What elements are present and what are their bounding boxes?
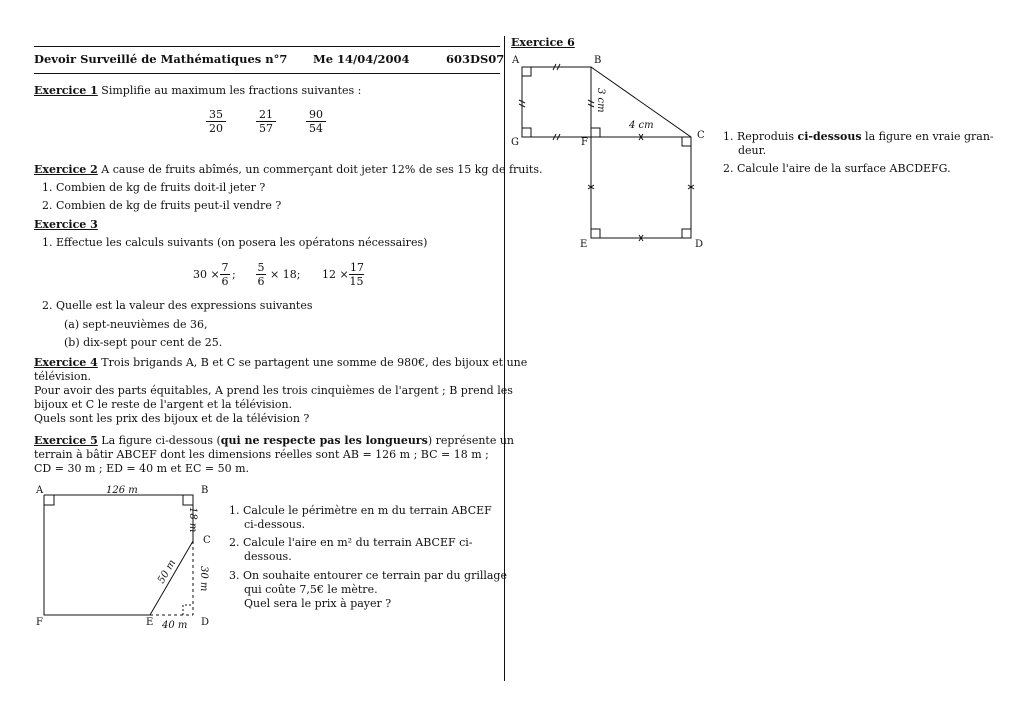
- ex6-question-2: 2. Calcule l'aire de la surface ABCDEFG.: [723, 162, 951, 175]
- square-agfb: [522, 67, 591, 137]
- ex6-figure: [515, 55, 705, 245]
- ex6-label-g: G: [511, 137, 519, 148]
- ex3-calc2-right: × 18;: [270, 268, 301, 281]
- ex3-calc2-fraction: [256, 261, 266, 288]
- ex2-question-1: 1. Combien de kg de fruits doit-il jeter ?: [42, 181, 266, 194]
- fraction-numerator: 5: [257, 261, 265, 274]
- ex5-label-c: C: [203, 535, 211, 546]
- ex5-line-2: terrain à bâtir ABCEF dont les dimensions réelles sont AB = 126 m ; BC = 18 m ;: [34, 448, 489, 461]
- ex6-label-d: D: [695, 239, 704, 250]
- ex5-length-cd: 30 m: [198, 566, 209, 592]
- ex4-line-1: [34, 356, 527, 370]
- ex2-question-2: 2. Combien de kg de fruits peut-il vendre ?: [42, 199, 282, 212]
- tick-marks-double: [519, 64, 594, 140]
- ex5-question-3c: Quel sera le prix à payer ?: [244, 597, 392, 610]
- ex5-title: Exercice 5: [34, 434, 98, 447]
- right-angle-f: [591, 128, 600, 137]
- fraction-denominator: 20: [209, 122, 223, 135]
- ex3-title: Exercice 3: [34, 218, 98, 231]
- ex5-label-a: A: [36, 485, 44, 496]
- ex6-label-f: F: [581, 137, 588, 148]
- ex1-title: Exercice 1: [34, 84, 98, 97]
- ex6-label-a: A: [512, 55, 520, 66]
- right-angle-c: [682, 137, 691, 146]
- ex1-fraction-2: [256, 108, 276, 135]
- right-angle-a: [44, 495, 54, 505]
- fraction-numerator: 21: [256, 108, 276, 122]
- ex4-line-4: bijoux et C le reste de l'argent et la télévision.: [34, 398, 293, 411]
- ex3-calc1-fraction: [220, 261, 230, 288]
- fraction-numerator: 7: [221, 261, 229, 274]
- ex4-line-3: Pour avoir des parts équitables, A prend les trois cinquièmes de l'argent ; B prend les: [34, 384, 513, 397]
- ex5-question-3b: qui coûte 7,5€ le mètre.: [244, 583, 378, 596]
- ex6-length-bf: 3 cm: [595, 88, 606, 113]
- ex3-question-2b: (b) dix-sept pour cent de 25.: [64, 336, 223, 349]
- ex5-text-1b: qui ne respecte pas les longueurs: [220, 434, 428, 447]
- ex3-question-1: 1. Effectue les calculs suivants (on posera les opératons nécessaires): [42, 236, 428, 249]
- right-angle-b: [183, 495, 193, 505]
- ex1-fraction-1: [206, 108, 226, 135]
- ex3-calc1-left: 30 ×: [193, 268, 220, 281]
- ex6-q1-part-c: la figure en vraie gran-: [865, 130, 994, 143]
- ex6-question-1-cont: deur.: [738, 144, 767, 157]
- tick-marks-cross: [588, 134, 694, 241]
- fraction-denominator: 6: [221, 275, 229, 288]
- ex1-statement: [34, 84, 361, 98]
- ex5-length-ec: 50 m: [156, 558, 179, 586]
- exam-date: Me 14/04/2004: [313, 52, 410, 66]
- ex5-length-bc: 18 m: [187, 507, 198, 533]
- ex6-q1-part-b: ci-dessous: [797, 130, 862, 143]
- right-angle-d: [682, 229, 691, 238]
- ex5-label-b: B: [201, 485, 209, 496]
- ex5-line-1: [34, 434, 514, 448]
- ex2-title: Exercice 2: [34, 163, 98, 176]
- ex4-line-2: télévision.: [34, 370, 92, 383]
- ex4-text-1: Trois brigands A, B et C se partagent une somme de 980€, des bijoux et une: [101, 356, 528, 369]
- ex6-title: Exercice 6: [511, 36, 575, 49]
- ex5-question-2b: dessous.: [244, 550, 292, 563]
- ex3-calc3-left: 12 ×: [322, 268, 349, 281]
- ex5-label-f: F: [36, 617, 43, 628]
- ex5-length-ed: 40 m: [162, 620, 188, 631]
- page-header: [34, 46, 505, 74]
- ex6-length-fc: 4 cm: [629, 120, 654, 131]
- ex1-text: Simplifie au maximum les fractions suivantes :: [101, 84, 362, 97]
- fraction-denominator: 15: [349, 275, 364, 288]
- ex5-question-2a: 2. Calcule l'aire en m² du terrain ABCEF ci-: [229, 536, 473, 549]
- right-angle-d: [183, 605, 193, 615]
- page-title: Devoir Surveillé de Mathématiques n°7: [34, 52, 288, 66]
- ex4-title: Exercice 4: [34, 356, 98, 369]
- figure-outline: [522, 67, 691, 238]
- ex3-question-2: 2. Quelle est la valeur des expressions suivantes: [42, 299, 313, 312]
- fraction-numerator: 90: [306, 108, 326, 122]
- fraction-numerator: 35: [206, 108, 226, 122]
- ex3-question-2a: (a) sept-neuvièmes de 36,: [64, 318, 208, 331]
- ex6-label-b: B: [594, 55, 602, 66]
- ex3-calc3-fraction: [349, 261, 364, 288]
- ex5-text-1a: La figure ci-dessous (: [101, 434, 221, 447]
- ex6-label-c: C: [697, 130, 705, 141]
- ex2-statement: [34, 163, 542, 177]
- right-angle-g: [522, 128, 531, 137]
- ex1-fraction-3: [306, 108, 326, 135]
- fraction-denominator: 54: [309, 122, 323, 135]
- fraction-denominator: 57: [259, 122, 273, 135]
- fraction-numerator: 17: [350, 261, 364, 274]
- ex5-question-1b: ci-dessous.: [244, 518, 306, 531]
- right-angle-e: [591, 229, 600, 238]
- right-angle-a: [522, 67, 531, 76]
- ex4-line-5: Quels sont les prix des bijoux et de la télévision ?: [34, 412, 310, 425]
- ex5-label-d: D: [201, 617, 210, 628]
- fraction-denominator: 6: [257, 275, 265, 288]
- ex5-text-1c: ) représente un: [427, 434, 515, 447]
- ex5-line-3: CD = 30 m ; ED = 40 m et EC = 50 m.: [34, 462, 250, 475]
- ex5-length-ab: 126 m: [106, 485, 138, 496]
- ex5-question-1a: 1. Calcule le périmètre en m du terrain ABCEF: [229, 504, 492, 517]
- ex6-q1-part-a: 1. Reproduis: [723, 130, 794, 143]
- ex5-question-3a: 3. On souhaite entourer ce terrain par du grillage: [229, 569, 507, 582]
- ex2-text: A cause de fruits abîmés, un commerçant doit jeter 12% de ses 15 kg de fruits.: [101, 163, 543, 176]
- ex3-calc1-sep: ;: [232, 268, 236, 281]
- ex5-label-e: E: [146, 617, 154, 628]
- ex6-question-1: [723, 130, 994, 144]
- exam-code: 603DS07: [446, 52, 505, 66]
- terrain-outline: [44, 495, 193, 615]
- ex6-label-e: E: [580, 239, 588, 250]
- ex5-figure: [30, 480, 220, 636]
